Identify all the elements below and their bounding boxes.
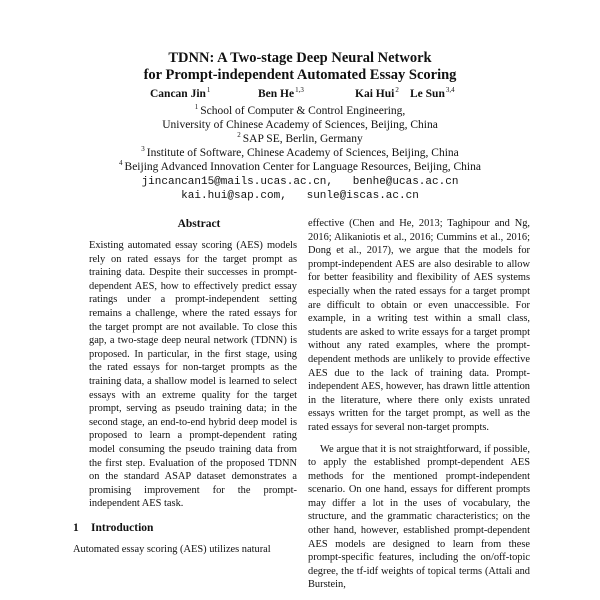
author-kai-hui: Kai Hui$^2$ (355, 86, 399, 100)
emails-line-1: jincancan15@mails.ucas.ac.cn, benhe@ucas.ac.cn (141, 176, 459, 188)
paper-title-line-2: for Prompt-independent Automated Essay Scoring (143, 67, 457, 83)
affiliation-1: $^1$ School of Computer & Control Engineering, (194, 103, 406, 117)
left-column (73, 217, 309, 556)
intro-first-line: Automated essay scoring (AES) utilizes natural (73, 543, 271, 555)
section-number: 1 (73, 521, 79, 534)
affiliation-1-cont: University of Chinese Academy of Sciences, Beijing, China (162, 119, 438, 131)
emails-line-2: kai.hui@sap.com, sunle@iscas.ac.cn (181, 190, 419, 202)
author-ben-he: Ben He$^{1,3}$ (258, 86, 304, 100)
right-paragraph-1: effective (Chen and He, 2013; Taghipour and Ng, 2016; Alikaniotis et al., 2016; Cummins et al., 2016; Dong et al., 2017), we argue that the models for prompt-independent AES are also desirable to allow for better feasibility and flexibility of AES systems especially when the rated essays for a target prompt are difficult to obtain or even unaccessible. For example, in a writing test within a small class, students are asked to write essays for a target prompt without any rated examples, where the prompt-dependent methods are unlikely to provide effective AES due to the lack of training data. Prompt-independent AES, however, has drawn little attention in the literature, where there only exists unrated essays written for the target prompt, as well as the rated essays for several non-target prompts. (308, 218, 530, 433)
abstract-heading: Abstract (177, 218, 221, 230)
paper-title-line-1: TDNN: A Two-stage Deep Neural Network (168, 50, 432, 66)
affiliation-2: $^2$ SAP SE, Berlin, Germany (237, 131, 363, 145)
author-cancan-jin: Cancan Jin$^1$ (150, 86, 211, 100)
affiliation-3: $^3$ Institute of Software, Chinese Academy of Sciences, Beijing, China (141, 145, 459, 159)
abstract-text: Existing automated essay scoring (AES) models rely on rated essays for the target prompt as training data. Despite their successes in prompt-dependent AES, how to effectively predict essay ratings under a prompt-independent setting remains a challenge, where the rated essays for the target prompt are not available. To close this gap, a two-stage deep neural network (TDNN) is proposed. In particular, in the first stage, using the rated essays for non-target prompts as the training data, a shallow model is learned to select essays with an extreme quality for the target prompt, serving as pseudo training data; in the second stage, an end-to-end hybrid deep model is proposed to learn a prompt-dependent rating model consuming the pseudo training data from the first step. Evaluation of the proposed TDNN on the standard ASAP dataset demonstrates a promising improvement for the prompt-independent AES task. (89, 240, 297, 510)
author-list (0, 88, 600, 104)
right-column (308, 217, 530, 592)
right-paragraph-2: We argue that it is not straightforward, if possible, to apply the established prompt-dependent AES methods for the mentioned prompt-independent scenario. On one hand, essays for different prompts may differ a lot in the uses of vocabulary, the structure, and the grammatic characteristics; on the other hand, however, established prompt-dependent AES models are designed to learn from these prompt-specific features, including the on/off-topic degree, the tf-idf weights of topical terms (Attali and Burstein, (308, 443, 530, 591)
section-title: Introduction (91, 521, 154, 534)
author-le-sun: Le Sun$^{3,4}$ (410, 86, 455, 100)
affiliation-4: $^4$ Beijing Advanced Innovation Center for Language Resources, Beijing, China (119, 159, 481, 173)
section-heading-introduction (73, 521, 309, 535)
